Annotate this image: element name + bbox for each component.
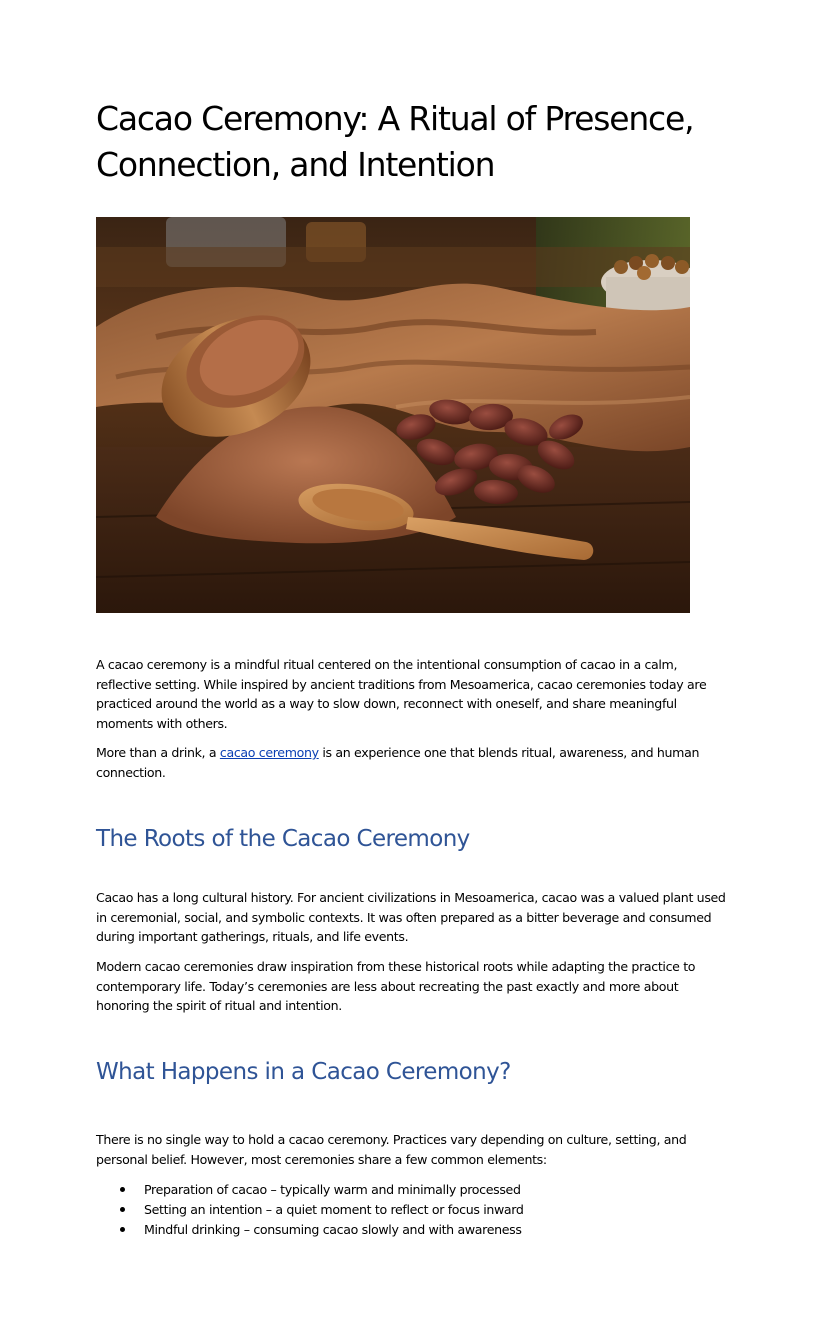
intro-paragraph-1: A cacao ceremony is a mindful ritual centered on the intentional consumption of cacao in a calm, reflective setting. While inspired by ancient traditions from Mesoamerica, cacao ceremonies today are practiced around the world as a way to slow down, reconnect with oneself, and share meaningful moments with others.	[96, 657, 707, 731]
what-happens-paragraph: There is no single way to hold a cacao ceremony. Practices vary depending on culture, setting, and personal belief. However, most ceremonies share a few common elements:	[96, 1132, 687, 1167]
list-item	[96, 1220, 726, 1240]
bullet-icon	[120, 1227, 125, 1232]
roots-paragraph-1: Cacao has a long cultural history. For ancient civilizations in Mesoamerica, cacao was a valued plant used in ceremonial, social, and symbolic contexts. It was often prepared as a bitter beverage and consumed during important gatherings, rituals, and life events.	[96, 890, 726, 944]
bullet-icon	[120, 1187, 125, 1192]
section-heading-roots: The Roots of the Cacao Ceremony	[96, 826, 470, 852]
section-heading-what-happens: What Happens in a Cacao Ceremony?	[96, 1059, 511, 1085]
list-item-text: Preparation of cacao – typically warm and minimally processed	[144, 1182, 521, 1197]
cacao-still-life-illustration	[96, 217, 690, 613]
list-item	[96, 1200, 726, 1220]
intro-paragraph-2	[96, 743, 726, 782]
ceremony-elements-list	[96, 1180, 726, 1240]
hero-image	[96, 217, 690, 613]
list-item	[96, 1180, 726, 1200]
intro-paragraph-2-text-after: is an experience one that blends ritual, awareness, and human connection.	[96, 745, 700, 780]
list-item-text: Mindful drinking – consuming cacao slowly and with awareness	[144, 1222, 522, 1237]
intro-paragraph-2-text-before: More than a drink, a	[96, 745, 220, 760]
bullet-icon	[120, 1207, 125, 1212]
roots-paragraph-2: Modern cacao ceremonies draw inspiration from these historical roots while adapting the practice to contemporary life. Today’s ceremonies are less about recreating the past exactly and more about honoring the spirit of ritual and intention.	[96, 959, 696, 1013]
list-item-text: Setting an intention – a quiet moment to reflect or focus inward	[144, 1202, 524, 1217]
cacao-ceremony-link[interactable]: cacao ceremony	[219, 745, 319, 760]
document-title: Cacao Ceremony: A Ritual of Presence, Connection, and Intention	[96, 99, 694, 184]
